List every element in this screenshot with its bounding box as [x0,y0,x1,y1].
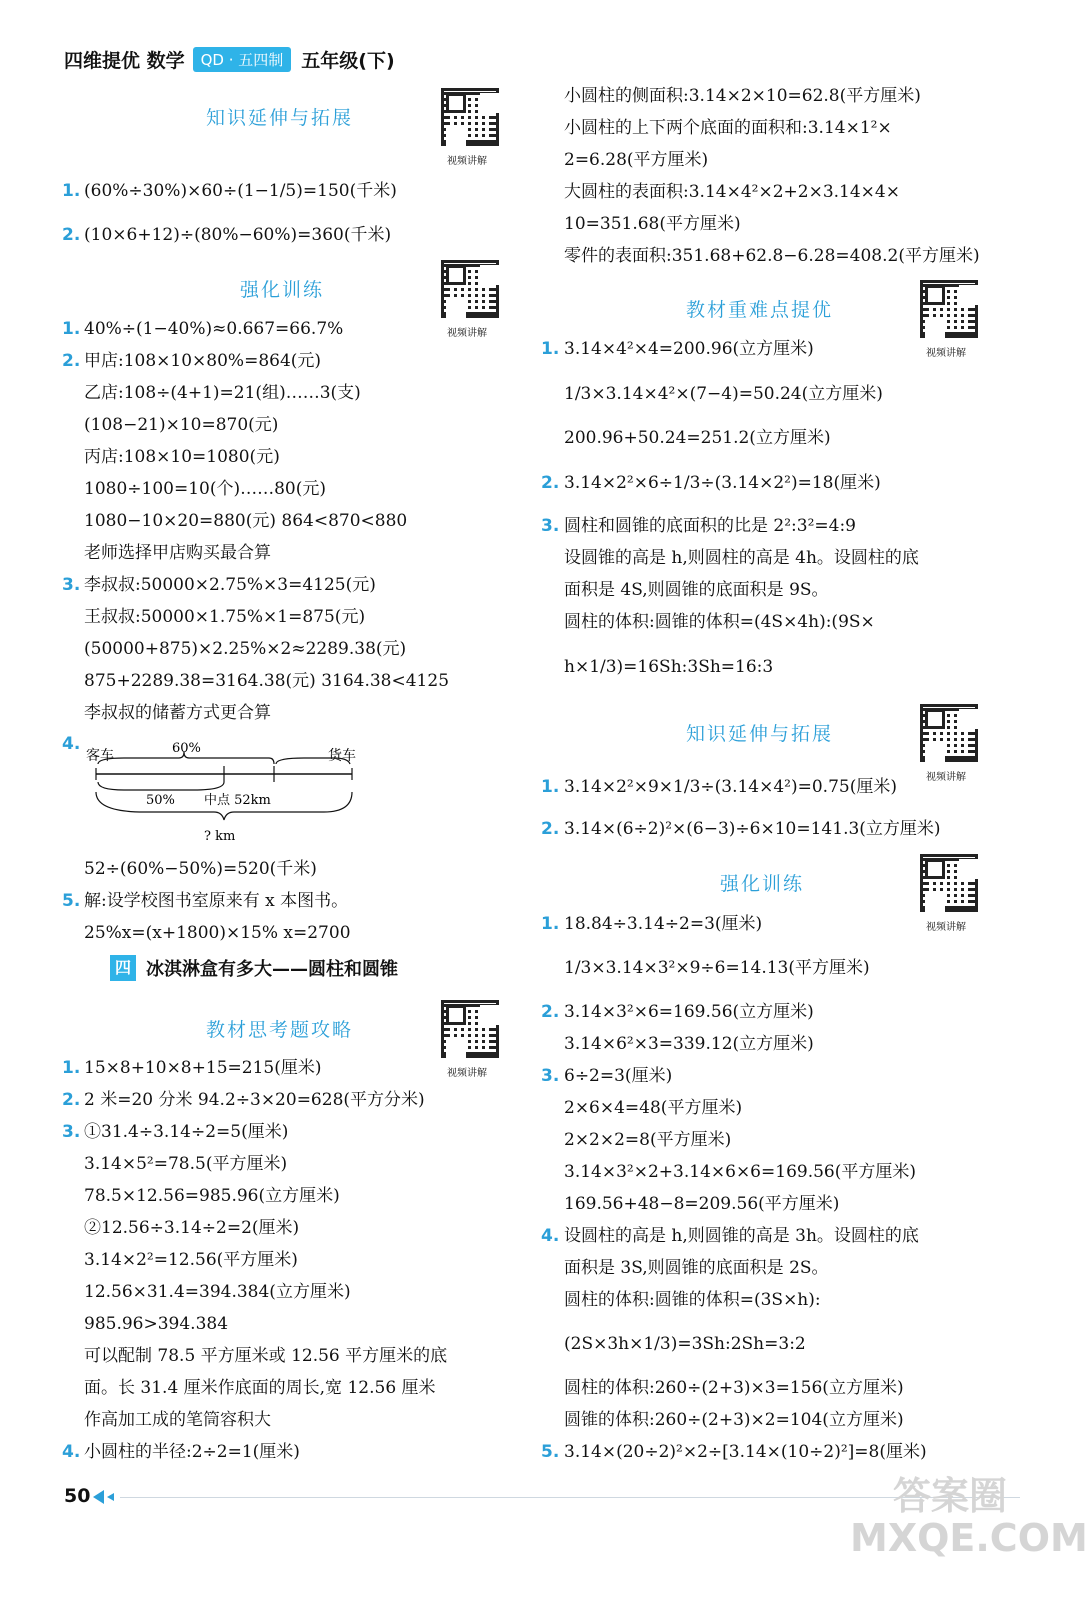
diagram-top-label: 60% [172,741,201,756]
answer-line: 2×6×4=48(平方厘米) [564,1098,743,1118]
page-arrow-icon [93,1490,104,1504]
section-title: 强化训练 [720,873,805,895]
answer-line: 零件的表面积:351.68+62.8−6.28=408.2(平方厘米) [564,246,980,266]
diagram-mid-label: 50% [146,793,175,808]
question-number: 1. [541,914,560,934]
qr-label: 视频讲解 [926,922,966,933]
section-title: 教材思考题攻略 [206,1019,354,1041]
question-number: 1. [541,777,560,797]
answer-line: 设圆锥的高是 h,则圆柱的高是 4h。设圆柱的底 [564,548,919,568]
answer-line: (2S×3h×1/3)=3Sh:2Sh=3:2 [564,1334,806,1354]
answer-line: 老师选择甲店购买最合算 [84,543,271,563]
answer-line: 18.84÷3.14÷2=3(厘米) [564,914,763,934]
question-number: 3. [541,516,560,536]
answer-line: 169.56+48−8=209.56(平方厘米) [564,1194,840,1214]
answer-line: 875+2289.38=3164.38(元) 3164.38<4125 [84,671,450,691]
qr-code-icon[interactable] [920,854,978,912]
question-number: 5. [541,1442,560,1462]
question-number: 2. [541,819,560,839]
question-number: 3. [541,1066,560,1086]
answer-line: 可以配制 78.5 平方厘米或 12.56 平方厘米的底 [84,1346,448,1366]
answer-line: 丙店:108×10=1080(元) [84,447,280,467]
question-number: 2. [62,351,81,371]
diagram-left-label: 客车 [86,748,114,764]
diagram-bottom-label: ? km [204,829,236,844]
section-title: 知识延伸与拓展 [206,107,354,129]
question-number: 5. [62,891,81,911]
chapter-text: 冰淇淋盒有多大——圆柱和圆锥 [146,959,398,980]
qr-code-icon[interactable] [920,704,978,762]
answer-line: 3.14×2²×9×1/3÷(3.14×4²)=0.75(厘米) [564,777,897,797]
answer-line: 25%x=(x+1800)×15% x=2700 [84,923,351,943]
answer-line: 1/3×3.14×3²×9÷6=14.13(平方厘米) [564,958,870,978]
answer-line: (50000+875)×2.25%×2≈2289.38(元) [84,639,407,659]
answer-line: 2×2×2=8(平方厘米) [564,1130,732,1150]
answer-line: 3.14×(6÷2)²×(6−3)÷6×10=141.3(立方厘米) [564,819,941,839]
question-number: 4. [541,1226,560,1246]
question-number: 3. [62,575,81,595]
diagram-right-label: 货车 [328,748,356,764]
answer-line: 作高加工成的笔筒容积大 [84,1410,271,1430]
answer-line: 200.96+50.24=251.2(立方厘米) [564,428,831,448]
header-grade: 五年级(下) [301,49,395,72]
header-badge: QD · 五四制 [193,47,292,72]
answer-line: 10=351.68(平方厘米) [564,214,741,234]
answer-line: 3.14×3²×6=169.56(立方厘米) [564,1002,814,1022]
question-number: 2. [62,225,81,245]
answer-line: 圆锥的体积:260÷(2+3)×2=104(立方厘米) [564,1410,904,1430]
answer-line: 2 米=20 分米 94.2÷3×20=628(平方分米) [84,1090,425,1110]
answer-line: 52÷(60%−50%)=520(千米) [84,859,317,879]
answer-line: 圆柱的体积:260÷(2+3)×3=156(立方厘米) [564,1378,904,1398]
answer-line: 圆柱的体积:圆锥的体积=(4S×4h):(9S× [564,612,875,632]
question-number: 2. [62,1090,81,1110]
answer-line: (60%÷30%)×60÷(1−1/5)=150(千米) [84,181,397,201]
qr-label: 视频讲解 [447,1068,487,1079]
question-number: 2. [541,1002,560,1022]
answer-line: 乙店:108÷(4+1)=21(组)……3(支) [84,383,361,403]
answer-line: 985.96>394.384 [84,1314,229,1334]
question-number: 1. [541,339,560,359]
answer-line: 王叔叔:50000×1.75%×1=875(元) [84,607,366,627]
qr-code-icon[interactable] [441,88,499,146]
question-number: 1. [62,1058,81,1078]
answer-line: 圆柱的体积:圆锥的体积=(3S×h): [564,1290,821,1310]
answer-line: 小圆柱的上下两个底面的面积和:3.14×1²× [564,118,892,138]
answer-line: 1080÷100=10(个)……80(元) [84,479,326,499]
answer-line: 6÷2=3(厘米) [564,1066,673,1086]
answer-line: 1080−10×20=880(元) 864<870<880 [84,511,408,531]
chapter-title [110,955,398,981]
answer-line: ①31.4÷3.14÷2=5(厘米) [84,1122,289,1142]
question-number: 1. [62,181,81,201]
answer-line: 面。长 31.4 厘米作底面的周长,宽 12.56 厘米 [84,1378,436,1398]
question-number: 4. [62,1442,81,1462]
answer-line: 面积是 3S,则圆锥的底面积是 2S。 [564,1258,829,1278]
answer-line: 圆柱和圆锥的底面积的比是 2²:3²=4:9 [564,516,856,536]
qr-label: 视频讲解 [926,348,966,359]
diagram-point-label: 中点 52km [204,793,271,808]
page-header [64,44,395,74]
answer-line: 3.14×2²×6÷1/3÷(3.14×2²)=18(厘米) [564,473,881,493]
question-number: 1. [62,319,81,339]
section-title: 教材重难点提优 [686,299,834,321]
page-arrow-small-icon [107,1493,114,1501]
answer-line: 3.14×2²=12.56(平方厘米) [84,1250,298,1270]
answer-line: 大圆柱的表面积:3.14×4²×2+2×3.14×4× [564,182,900,202]
answer-line: 李叔叔的储蓄方式更合算 [84,703,271,723]
answer-line: 解:设学校图书室原来有 x 本图书。 [84,891,349,911]
answer-line: h×1/3)=16Sh:3Sh=16:3 [564,657,774,677]
answer-line: 小圆柱的半径:2÷2=1(厘米) [84,1442,300,1462]
page-number: 50 [64,1485,91,1507]
answer-line: 甲店:108×10×80%=864(元) [84,351,322,371]
answer-line: (10×6+12)÷(80%−60%)=360(千米) [84,225,392,245]
answer-line: 78.5×12.56=985.96(立方厘米) [84,1186,340,1206]
answer-line: (108−21)×10=870(元) [84,415,279,435]
section-title: 强化训练 [240,279,325,301]
answer-line: 3.14×4²×4=200.96(立方厘米) [564,339,814,359]
question-number: 4. [62,734,81,754]
answer-line: 2=6.28(平方厘米) [564,150,709,170]
question-number: 3. [62,1122,81,1142]
answer-line: 3.14×5²=78.5(平方厘米) [84,1154,288,1174]
qr-label: 视频讲解 [926,772,966,783]
qr-code-icon[interactable] [441,260,499,318]
answer-line: 3.14×(20÷2)²×2÷[3.14×(10÷2)²]=8(厘米) [564,1442,927,1462]
qr-label: 视频讲解 [447,156,487,167]
question-number: 2. [541,473,560,493]
qr-label: 视频讲解 [447,328,487,339]
section-title: 知识延伸与拓展 [686,723,834,745]
answer-line: 3.14×3²×2+3.14×6×6=169.56(平方厘米) [564,1162,916,1182]
answer-line: 小圆柱的侧面积:3.14×2×10=62.8(平方厘米) [564,86,921,106]
qr-code-icon[interactable] [441,1000,499,1058]
header-brand: 四维提优 数学 [64,49,185,72]
answer-line: ②12.56÷3.14÷2=2(厘米) [84,1218,300,1238]
answer-line: 1/3×3.14×4²×(7−4)=50.24(立方厘米) [564,384,883,404]
answer-line: 面积是 4S,则圆锥的底面积是 9S。 [564,580,829,600]
answer-line: 3.14×6²×3=339.12(立方厘米) [564,1034,814,1054]
answer-line: 40%÷(1−40%)≈0.667=66.7% [84,319,344,339]
distance-diagram [84,736,364,848]
chapter-number: 四 [110,955,136,981]
answer-line: 李叔叔:50000×2.75%×3=4125(元) [84,575,376,595]
answer-line: 设圆柱的高是 h,则圆锥的高是 3h。设圆柱的底 [564,1226,919,1246]
watermark: 答案圈 MXQE.COM [850,1474,1088,1560]
qr-code-icon[interactable] [920,280,978,338]
answer-line: 12.56×31.4=394.384(立方厘米) [84,1282,351,1302]
answer-line: 15×8+10×8+15=215(厘米) [84,1058,322,1078]
